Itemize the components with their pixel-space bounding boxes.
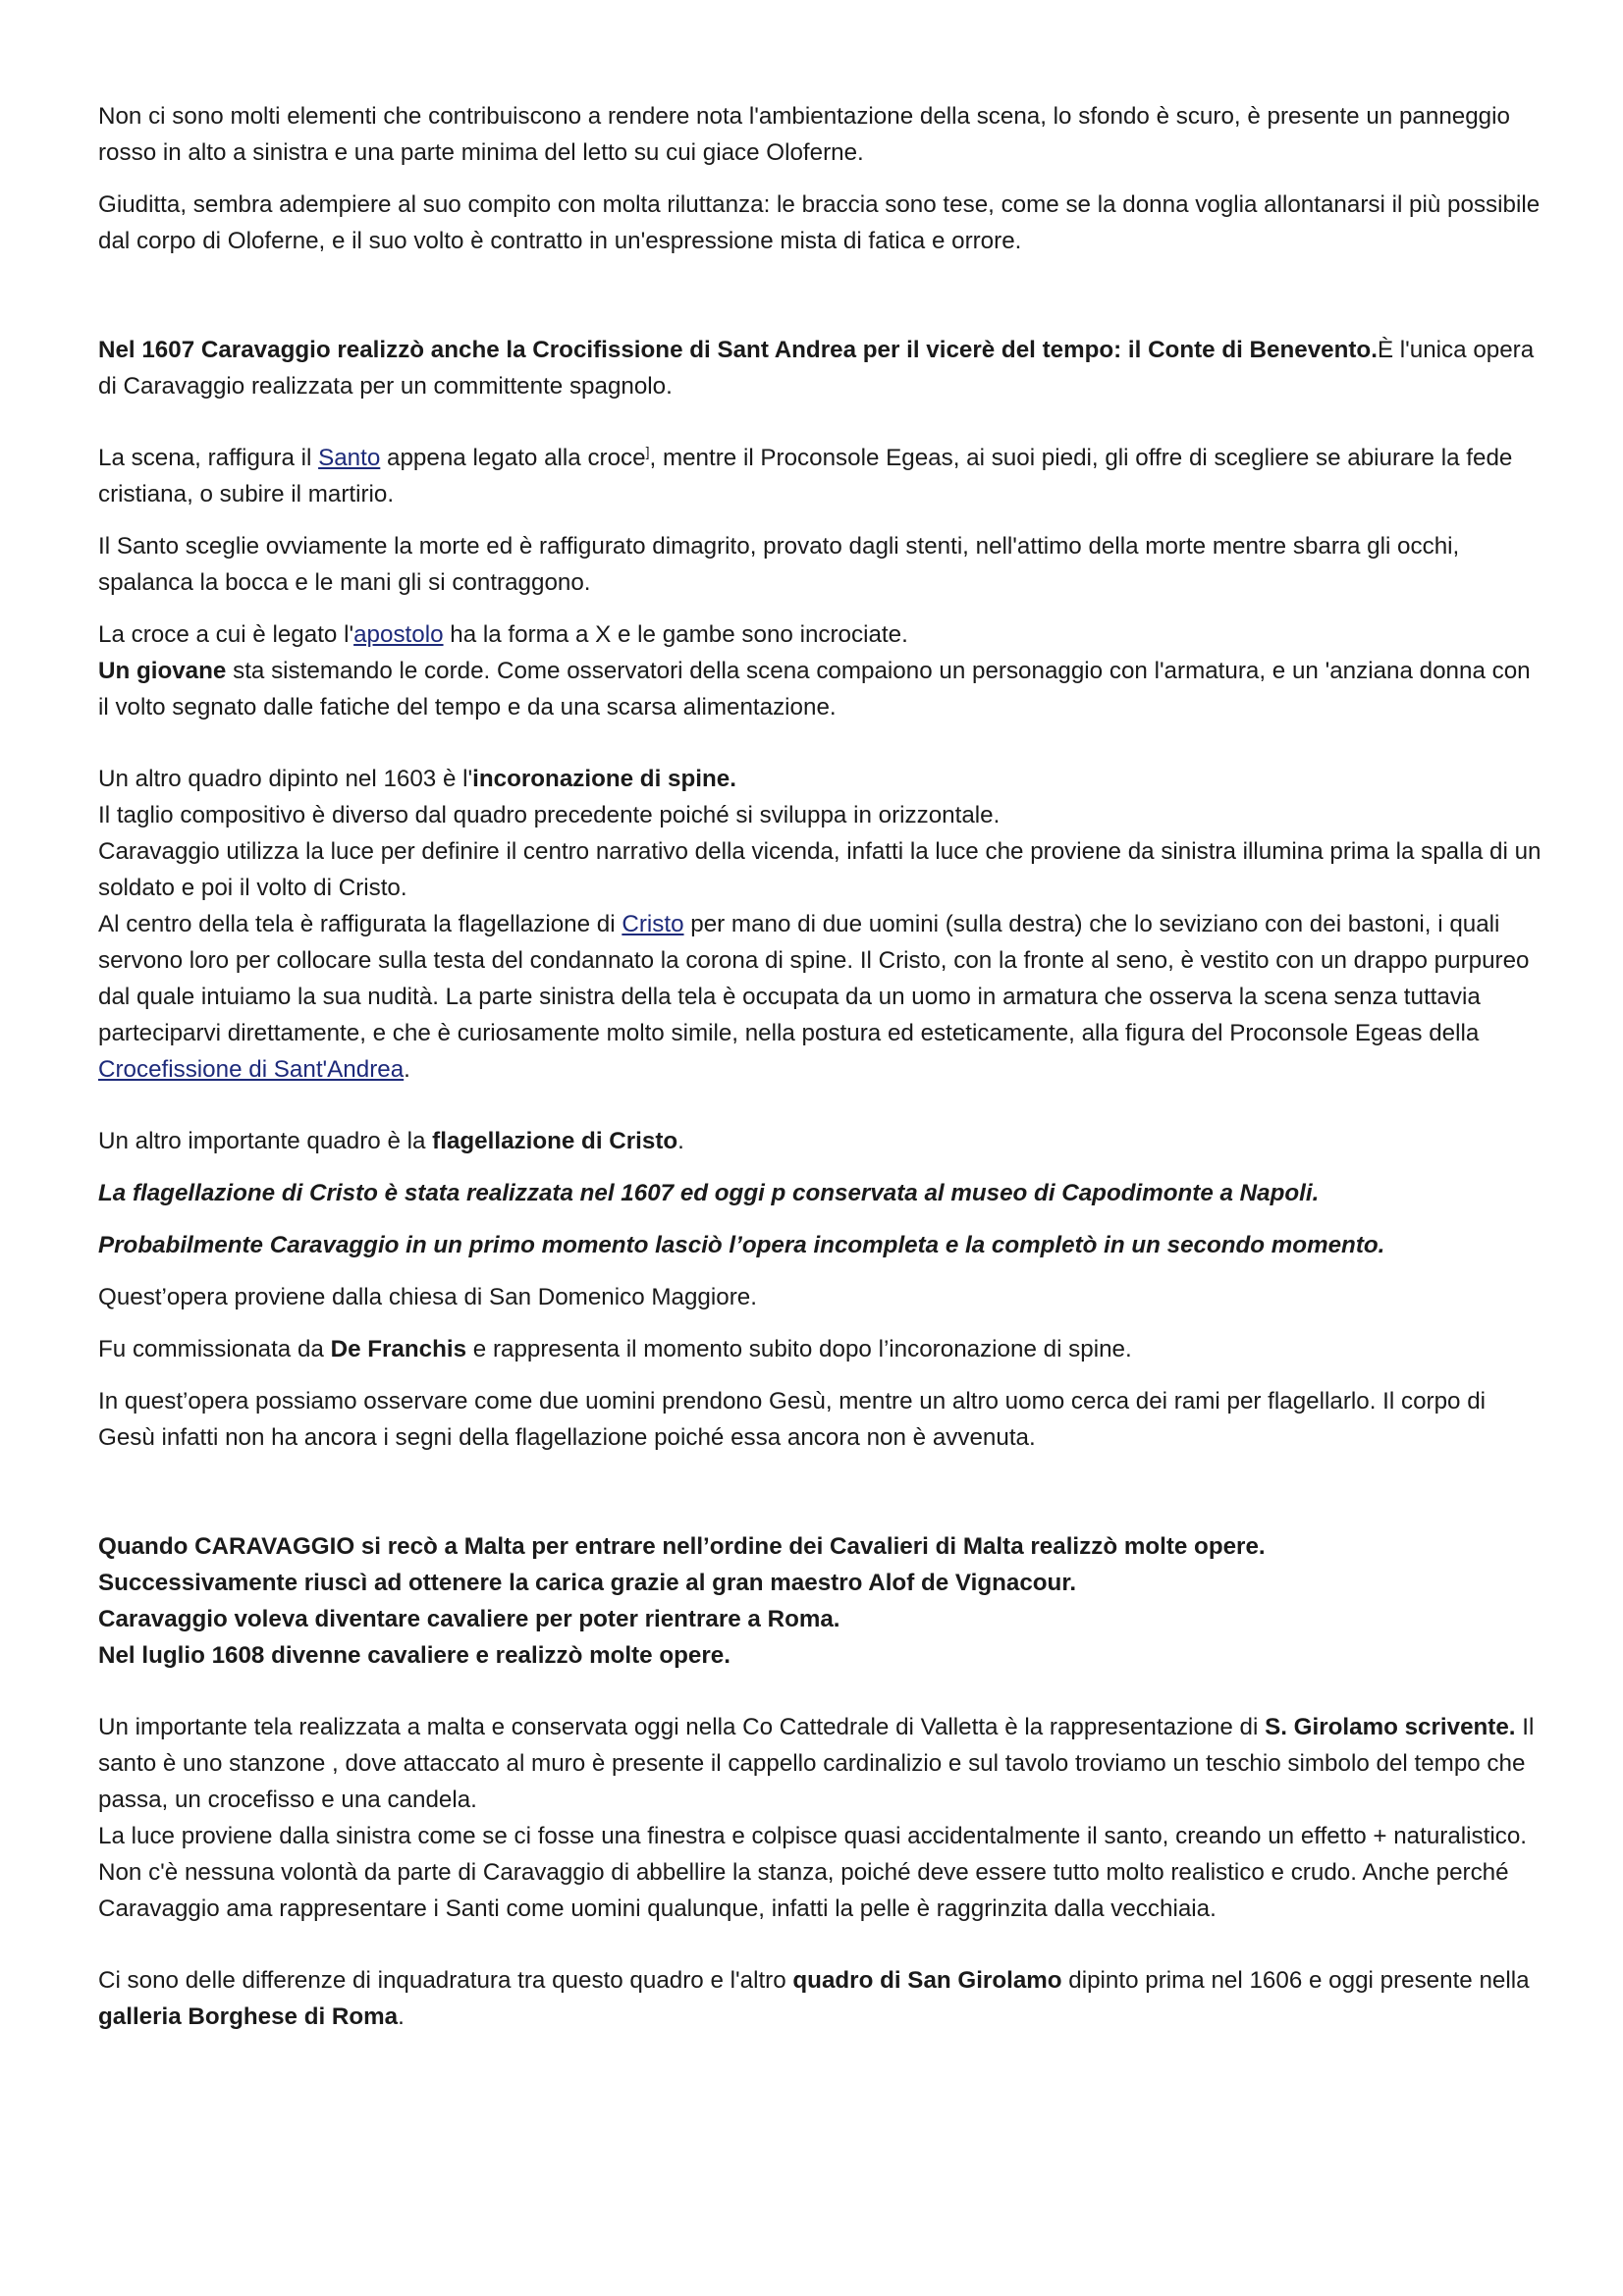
text-fragment: . [398, 2003, 405, 2030]
paragraph-san-girolamo [98, 1709, 1542, 1818]
text-fragment: e rappresenta il momento subito dopo l’incoronazione di spine. [466, 1336, 1132, 1362]
text-fragment: Un altro importante quadro è la [98, 1128, 433, 1154]
link-apostolo[interactable]: apostolo [353, 621, 444, 648]
text-fragment: . [677, 1128, 684, 1154]
bold-text: De Franchis [330, 1336, 467, 1362]
paragraph-incoronazione [98, 761, 1542, 797]
paragraph-taglio: Il taglio compositivo è diverso dal quadro precedente poiché si sviluppa in orizzontale. [98, 802, 1001, 828]
paragraph-vignacour [98, 1565, 1542, 1601]
paragraph-provenienza: Quest’opera proviene dalla chiesa di San Domenico Maggiore. [98, 1284, 757, 1310]
text-fragment: appena legato alla croce [380, 445, 646, 471]
bold-text: quadro di San Girolamo [792, 1967, 1062, 1994]
paragraph-flagellazione-intro [98, 1123, 1542, 1159]
text-fragment: Un importante tela realizzata a malta e conservata oggi nella Co Cattedrale di Valletta è la rappresentazione di [98, 1714, 1266, 1740]
text-fragment: Un altro quadro dipinto nel 1603 è l' [98, 766, 473, 792]
paragraph-croce [98, 616, 1542, 653]
paragraph-giuditta: Giuditta, sembra adempiere al suo compito con molta riluttanza: le braccia sono tese, come se la donna voglia allontanarsi il più possibile dal corpo di Oloferne, e il suo volto è contratto in un'espressione mista di fatica e orrore. [98, 191, 1541, 254]
text-fragment: , mentre il Proconsole Egeas, ai suoi piedi, gli offre di scegliere se abiurare la fede cristiana, o subire il martirio. [98, 445, 1513, 507]
text-fragment: Il santo è uno stanzone , dove attaccato al muro è presente il cappello cardinalizio e sul tavolo troviamo un teschio simbolo del tempo che passa, un crocefisso e una candela. [98, 1714, 1535, 1813]
document-page [98, 98, 1542, 2035]
bold-text: Successivamente riuscì ad ottenere la carica grazie al gran maestro Alof de Vignacour. [98, 1570, 1077, 1596]
heading-crocifissione: Nel 1607 Caravaggio realizzò anche la Crocifissione di Sant Andrea per il vicerè del tempo: il Conte di Benevento. [98, 337, 1378, 363]
paragraph-giovane [98, 653, 1542, 725]
bold-text: Caravaggio voleva diventare cavaliere per poter rientrare a Roma. [98, 1606, 840, 1632]
text-fragment: La croce a cui è legato l' [98, 621, 354, 648]
text-fragment: Al centro della tela è raffigurata la flagellazione di [98, 911, 622, 937]
text-fragment: sta sistemando le corde. Come osservatori della scena compaiono un personaggio con l'armatura, e un 'anziana donna con il volto segnato dalle fatiche del tempo e da una scarsa alimentazione. [98, 658, 1531, 721]
paragraph-morte-santo: Il Santo sceglie ovviamente la morte ed è raffigurato dimagrito, provato dagli stenti, nell'attimo della morte mentre sbarra gli occhi, spalanca la bocca e le mani gli si contraggono. [98, 533, 1460, 596]
paragraph-gesu: In quest’opera possiamo osservare come due uomini prendono Gesù, mentre un altro uomo cerca dei rami per flagellarlo. Il corpo di Gesù infatti non ha ancora i segni della flagellazione poiché essa ancora non è avvenuta. [98, 1388, 1487, 1451]
paragraph-opera-incompleta: Probabilmente Caravaggio in un primo momento lasciò l’opera incompleta e la completò in un secondo momento. [98, 1232, 1385, 1258]
paragraph-luce: Caravaggio utilizza la luce per definire il centro narrativo della vicenda, infatti la luce che proviene da sinistra illumina prima la spalla di un soldato e poi il volto di Cristo. [98, 838, 1542, 901]
bold-text: galleria Borghese di Roma [98, 2003, 399, 2030]
bold-text: S. Girolamo scrivente. [1265, 1714, 1516, 1740]
paragraph-luce-girolamo: La luce proviene dalla sinistra come se ci fosse una finestra e colpisce quasi accidentalmente il santo, creando un effetto + naturalistico. Non c'è nessuna volontà da parte di Caravaggio di abbellire la stanza, poiché deve essere tutto molto realistico e crudo. Anche perché Caravaggio ama rappresentare i Santi come uomini qualunque, infatti la pelle è raggrinzita dalla vecchiaia. [98, 1823, 1527, 1922]
paragraph-scene-setting: Non ci sono molti elementi che contribuiscono a rendere nota l'ambientazione della scena, lo sfondo è scuro, è presente un panneggio rosso in alto a sinistra e una parte minima del letto su cui giace Oloferne. [98, 103, 1510, 166]
paragraph-scena-santo [98, 440, 1542, 512]
link-crocefissione[interactable]: Crocefissione di Sant'Andrea [98, 1056, 405, 1083]
text-fragment: per mano di due uomini (sulla destra) che lo seviziano con dei bastoni, i quali servono loro per collocare sulla testa del condannato la corona di spine. Il Cristo, con la fronte al seno, è vestito con un drappo purpureo dal quale intuiamo la sua nudità. La parte sinistra della tela è occupata da un uomo in armatura che osserva la scena senza tuttavia parteciparvi direttamente, e che è curiosamente molto simile, nella postura ed esteticamente, alla figura del Proconsole Egeas della [98, 911, 1530, 1046]
paragraph-luglio-1608 [98, 1637, 1542, 1674]
bold-text: Quando [98, 1533, 195, 1560]
text-fragment: dipinto prima nel 1606 e oggi presente nella [1061, 1967, 1530, 1994]
text-fragment: Ci sono delle differenze di inquadratura tra questo quadro e l'altro [98, 1967, 793, 1994]
paragraph-crocifissione-intro [98, 332, 1542, 404]
bold-text: flagellazione di Cristo [432, 1128, 678, 1154]
bold-text: incoronazione di spine. [472, 766, 736, 792]
bold-text: Un giovane [98, 658, 227, 684]
paragraph-commissione [98, 1331, 1542, 1367]
text-fragment: La scena, raffigura il [98, 445, 319, 471]
link-santo[interactable]: Santo [318, 445, 381, 471]
text-fragment: Fu commissionata da [98, 1336, 331, 1362]
text-fragment: . [404, 1056, 410, 1083]
paragraph-malta [98, 1528, 1542, 1565]
bold-text: Nel luglio 1608 divenne cavaliere e realizzò molte opere. [98, 1642, 730, 1669]
text-fragment: ha la forma a X e le gambe sono incrociate. [443, 621, 908, 648]
text-committente: È l'unica opera di Caravaggio realizzata per un committente spagnolo. [98, 337, 1535, 400]
bold-text: CARAVAGGIO si recò a Malta per entrare nell’ordine dei Cavalieri di Malta realizzò molte opere. [194, 1533, 1266, 1560]
paragraph-cavaliere [98, 1601, 1542, 1637]
paragraph-centro-tela [98, 906, 1542, 1088]
paragraph-flagellazione-museo: La flagellazione di Cristo è stata realizzata nel 1607 ed oggi p conservata al museo di Capodimonte a Napoli. [98, 1180, 1320, 1206]
footnote-marker[interactable]: ] [645, 443, 650, 459]
paragraph-differenze [98, 1962, 1542, 2035]
link-cristo[interactable]: Cristo [622, 911, 684, 937]
